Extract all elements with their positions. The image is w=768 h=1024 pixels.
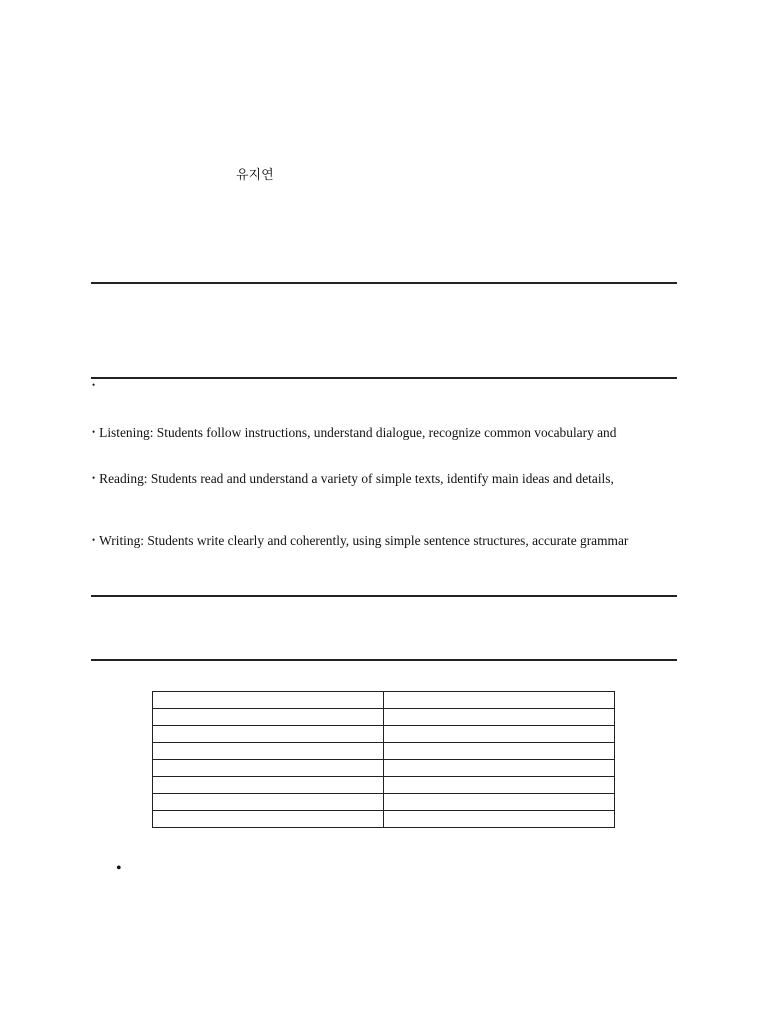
table-row [153, 760, 615, 777]
bullet-reading [92, 470, 614, 487]
table-row [153, 777, 615, 794]
table-cell [384, 743, 615, 760]
bullet-writing [92, 532, 628, 549]
table-cell [384, 726, 615, 743]
footer-bullet: • [116, 860, 122, 877]
table-cell [153, 692, 384, 709]
table-cell [153, 709, 384, 726]
author-name: 유지연 [236, 168, 274, 183]
table-cell [384, 760, 615, 777]
table-cell [153, 777, 384, 794]
table-row [153, 692, 615, 709]
bullet-icon: • [92, 535, 96, 545]
bullet-text: Reading: Students read and understand a variety of simple texts, identify main ideas and details, [99, 471, 614, 486]
empty-table [152, 691, 615, 828]
table-row [153, 743, 615, 760]
bullet-text: Listening: Students follow instructions, understand dialogue, recognize common vocabulary and [99, 425, 617, 440]
table-row [153, 794, 615, 811]
table-cell [384, 794, 615, 811]
horizontal-rule [91, 595, 677, 597]
horizontal-rule [91, 377, 677, 379]
table-cell [153, 743, 384, 760]
table-cell [153, 726, 384, 743]
table-cell [153, 811, 384, 828]
bullet-text: Writing: Students write clearly and coherently, using simple sentence structures, accurate grammar [99, 533, 629, 548]
table-cell [384, 692, 615, 709]
table-cell [384, 709, 615, 726]
table-row [153, 726, 615, 743]
table-cell [153, 794, 384, 811]
table-row [153, 709, 615, 726]
empty-bullet: • [92, 380, 96, 390]
bullet-listening [92, 424, 616, 441]
bullet-icon: • [92, 473, 96, 483]
table-cell [153, 760, 384, 777]
table-cell [384, 811, 615, 828]
bullet-icon: • [92, 427, 96, 437]
table-cell [384, 777, 615, 794]
horizontal-rule [91, 659, 677, 661]
table-row [153, 811, 615, 828]
horizontal-rule [91, 282, 677, 284]
